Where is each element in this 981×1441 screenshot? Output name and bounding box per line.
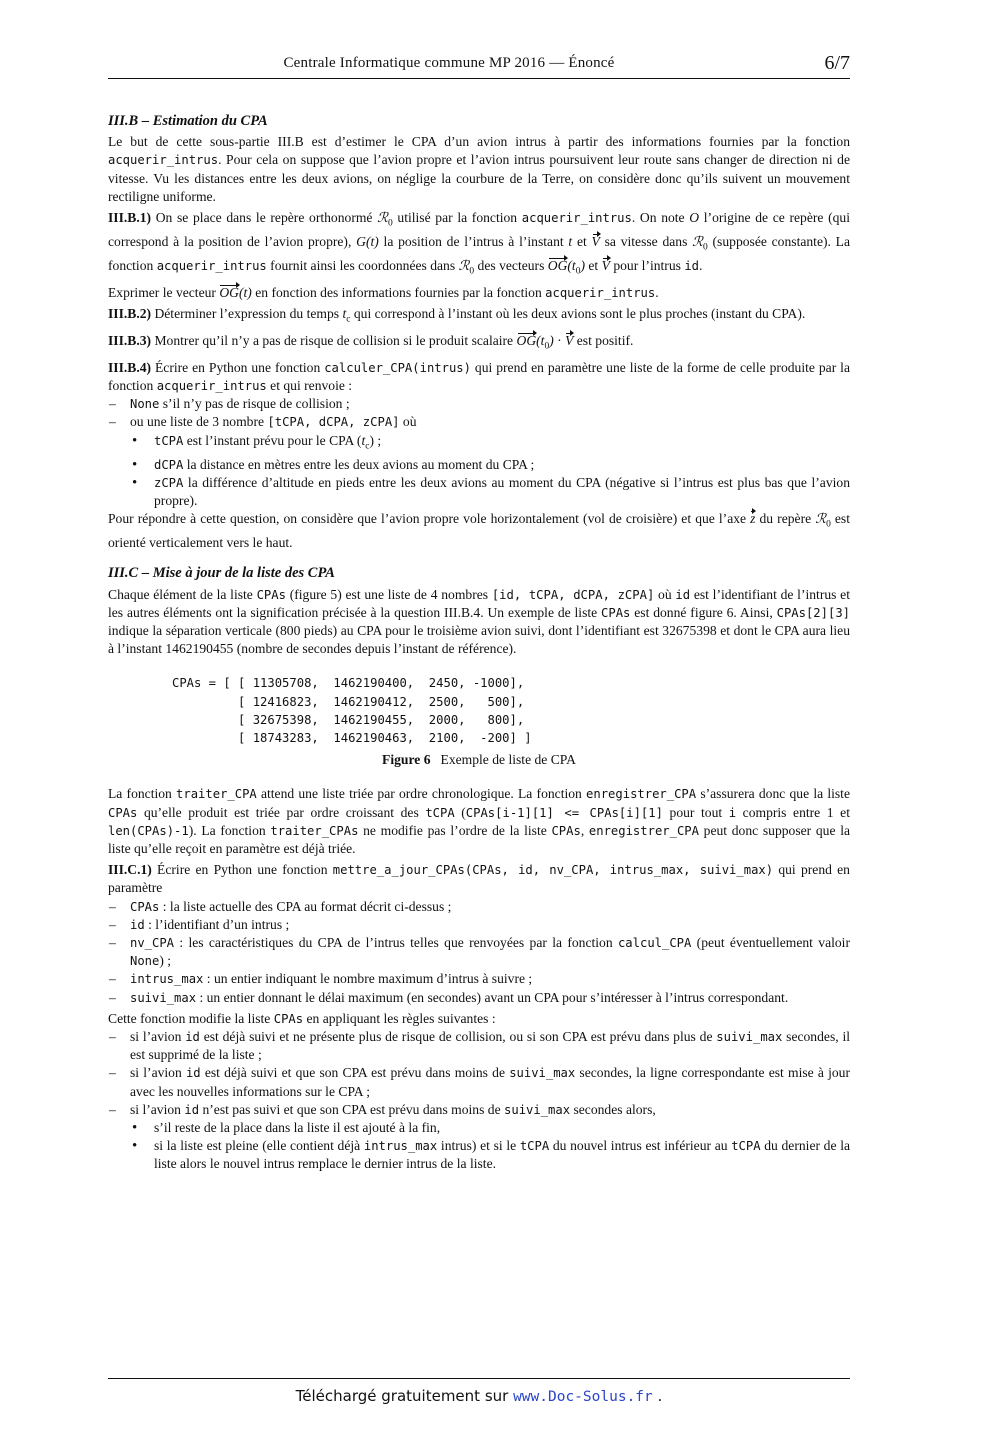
new-intruder-rules	[130, 1119, 850, 1174]
rules-intro: Cette fonction modifie la liste CPAs en appliquant les règles suivantes :	[108, 1010, 496, 1026]
list-item: • dCPA la distance en mètres entre les deux avions au moment du CPA ;	[132, 456, 850, 474]
code-example-cpas	[172, 674, 850, 747]
list-item: – None s’il n’y pas de risque de collision ;	[108, 395, 850, 413]
list-item: – id : l’identifiant d’un intrus ;	[108, 916, 850, 934]
return-values-list	[108, 395, 850, 510]
list-item: • si la liste est pleine (elle contient déjà intrus_max intrus) et si le tCPA du nouvel intrus est inférieur au tCPA du dernier de la liste alors le nouvel intrus remplace le dernier intrus de la liste.	[132, 1137, 850, 1173]
question-iii-b-1: III.B.1) On se place dans le repère orthonormé ℛ$_0$ utilisé par la fonction acquerir_intrus. On note O l’origine de ce repère (qui correspond à la position de l’avion propre), G(t) la position de l’intrus à l’instant t et V sa vitesse dans ℛ$_0$ (supposée constante). La fonction acquerir_intrus fournit ainsi les coordonnées dans ℛ$_0$ des vecteurs $OG(t_0)$ et V pour l’intrus id.	[108, 210, 851, 277]
list-item: • zCPA la différence d’altitude en pieds entre les deux avions au moment du CPA (négative si l’intrus est plus bas que l’avion propre).	[132, 474, 850, 510]
list-item: – suivi_max : un entier donnant le délai maximum (en secondes) avant un CPA pour s’intéresser à l’intrus correspondant.	[108, 989, 850, 1007]
paragraph-c-sorting: La fonction traiter_CPA attend une liste triée par ordre chronologique. La fonction enregistrer_CPA s’assurera donc que la liste CPAs qu’elle produit est triée par ordre croissant des tCPA (CPAs[i-1][1] <= CPAs[i][1] pour tout i compris entre 1 et len(CPAs)-1). La fonction traiter_CPAs ne modifie pas l’ordre de la liste CPAs, enregistrer_CPA peut donc supposer que la liste qu’elle reçoit en paramètre est déjà triée.	[108, 786, 851, 856]
list-item: – intrus_max : un entier indiquant le nombre maximum d’intrus à suivre ;	[108, 970, 850, 988]
question-iii-b-3: III.B.3) Montrer qu’il n’y a pas de risque de collision si le produit scalaire $OG(t_0) \cdot V$ est positif.	[108, 332, 634, 352]
list-item: – CPAs : la liste actuelle des CPA au format décrit ci-dessus ;	[108, 898, 850, 916]
paragraph-c-intro: Chaque élément de la liste CPAs (figure 5) est une liste de 4 nombres [id, tCPA, dCPA, zCPA] où id est l’identifiant de l’intrus et les autres éléments ont la signification précisée à la question III.B.4. Un exemple de liste CPAs est donné figure 6. Ainsi, CPAs[2][3] indique la séparation verticale (800 pieds) au CPA pour le troisième avion suivi, dont l’identifiant est 32675398 et dont le CPA aura lieu à l’instant 1462190455 (nombre de secondes depuis l’instant de référence).	[108, 586, 850, 657]
list-item: – nv_CPA : les caractéristiques du CPA de l’intrus telles que renvoyées par la fonction calcul_CPA (peut éventuellement valoir None) ;	[108, 934, 850, 970]
figure-label: Figure 6	[382, 752, 431, 768]
list-item: • tCPA est l’instant prévu pour le CPA $(t_c)$ ;	[132, 432, 850, 456]
list-item: – si l’avion id n’est pas suivi et que son CPA est prévu dans moins de suivi_max secondes alors, • s’il reste de la place dans la liste il est ajouté à la fin, • si la liste est pleine (elle contient déjà intrus_max intrus) et si le tCPA du nouvel intrus est inférieur au tCPA du dernier de la liste alors le nouvel intrus remplace le dernier intrus de la liste.	[108, 1101, 850, 1174]
paragraph-b-intro: Le but de cette sous-partie III.B est d’estimer le CPA d’un avion intrus à partir des informations fournies par la fonction acquerir_intrus. Pour cela on suppose que l’avion propre et l’avion intrus poursuivent leur route sans changer de direction ni de vitesse. Vu les distances entre les deux avions, on néglige la courbure de la Terre, on considère donc qu’ils suivent un mouvement rectiligne uniforme.	[108, 134, 850, 204]
footer-text: Téléchargé gratuitement sur	[295, 1387, 514, 1405]
code-line: [ 18743283, 1462190463, 2100, -200] ]	[172, 730, 532, 745]
question-iii-b-1-task: Exprimer le vecteur OG(t) en fonction des informations fournies par la fonction acquerir_intrus.	[108, 284, 850, 302]
list-item: – ou une liste de 3 nombre [tCPA, dCPA, zCPA] où • tCPA est l’instant prévu pour le CPA $(t_c)$ ; • dCPA la distance en mètres entre les deux avions au moment du CPA ; • zCPA la différence d’altitude en pieds entre les deux avions au moment du CPA (négative si l’intrus est plus bas que l’avion propre).	[108, 413, 850, 510]
cpa-fields-list	[130, 432, 850, 511]
question-iii-b-4: III.B.4) Écrire en Python une fonction calculer_CPA(intrus) qui prend en paramètre une liste de la forme de celle produite par la fonction acquerir_intrus et qui renvoie :	[108, 359, 850, 394]
list-item: • s’il reste de la place dans la liste il est ajouté à la fin,	[132, 1119, 850, 1137]
paragraph-b-4-note: Pour répondre à cette question, on considère que l’avion propre vole horizontalement (vol de croisière) et que l’axe z du repère ℛ$_0$ est orienté verticalement vers le haut.	[108, 511, 850, 551]
list-item: – si l’avion id est déjà suivi et ne présente plus de risque de collision, ou si son CPA est prévu dans plus de suivi_max secondes, il est supprimé de la liste ;	[108, 1028, 850, 1064]
question-iii-c-1: III.C.1) Écrire en Python une fonction mettre_a_jour_CPAs(CPAs, id, nv_CPA, intrus_max, suivi_max) qui prend en paramètre	[108, 862, 850, 896]
figure-caption: Figure 6 Exemple de liste de CPA	[382, 752, 576, 768]
page-number: 6/7	[824, 52, 850, 74]
page-header	[108, 52, 850, 79]
parameters-list	[108, 898, 850, 1007]
code-line: [ 32675398, 1462190455, 2000, 800],	[172, 712, 525, 727]
question-iii-b-2: III.B.2) Déterminer l’expression du temps $t_c$ qui correspond à l’instant où les deux avions sont le plus proches (instant du CPA).	[108, 305, 806, 325]
section-title-iii-c: III.C – Mise à jour de la liste des CPA	[108, 565, 335, 582]
list-item: – si l’avion id est déjà suivi et que son CPA est prévu dans moins de suivi_max secondes, la ligne correspondante est mise à jour avec les nouvelles informations sur le CPA ;	[108, 1064, 850, 1100]
doc-solus-link[interactable]: www.Doc-Solus.fr	[513, 1389, 653, 1405]
code-line: CPAs = [ [ 11305708, 1462190400, 2450, -1000],	[172, 676, 525, 691]
document-body	[108, 108, 850, 1174]
section-title-iii-b: III.B – Estimation du CPA	[108, 113, 268, 129]
code-line: [ 12416823, 1462190412, 2500, 500],	[172, 694, 525, 709]
page-footer: Téléchargé gratuitement sur www.Doc-Solus.fr .	[108, 1378, 850, 1405]
rules-list	[108, 1028, 850, 1174]
header-title: Centrale Informatique commune MP 2016 — Énoncé	[283, 55, 615, 71]
